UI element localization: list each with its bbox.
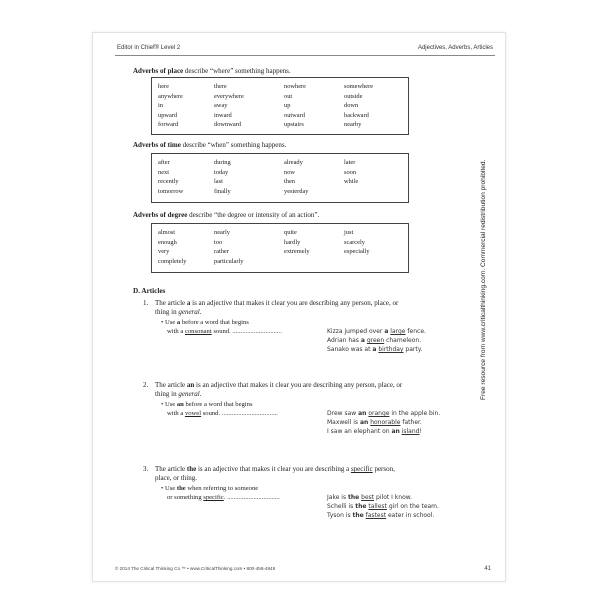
article-3-tip-line1: • Use the when referring to someone	[161, 485, 259, 492]
degree-heading	[133, 211, 319, 219]
degree-term: Adverbs of degree	[133, 211, 188, 219]
degree-word: scarcely	[344, 238, 365, 246]
place-word: away	[214, 102, 228, 110]
time-word-grid	[158, 158, 408, 196]
page-number: 41	[484, 566, 491, 572]
worksheet-page	[92, 32, 506, 582]
example-sentence: Jake is the best pilot I know.	[327, 494, 413, 501]
place-word: everywhere	[214, 92, 244, 100]
time-word: later	[344, 159, 356, 166]
place-word: in	[158, 102, 163, 110]
place-word-grid	[158, 82, 408, 130]
time-word: then	[284, 178, 296, 186]
example-sentence: Maxwell is an honorable father.	[327, 419, 422, 427]
example-sentence: Adrian has a green chameleon.	[327, 337, 422, 345]
degree-desc: describe “the degree or intensity of an action”.	[187, 211, 320, 219]
time-word: already	[284, 159, 303, 166]
place-word: inward	[214, 111, 232, 119]
place-term: Adverbs of place	[133, 67, 184, 75]
time-heading	[133, 141, 286, 149]
degree-word: extremely	[284, 248, 310, 256]
time-word: tomorrow	[158, 187, 184, 195]
degree-word: quite	[284, 229, 297, 236]
example-sentence: Kizza jumped over a large fence.	[327, 328, 426, 335]
time-word: after	[158, 159, 170, 166]
degree-word	[284, 257, 344, 267]
time-term: Adverbs of time	[133, 141, 181, 149]
place-word: downward	[214, 121, 241, 129]
place-word: upward	[158, 111, 178, 119]
article-1-tip-line2: with a consonant sound. ..............................	[167, 328, 282, 335]
degree-word: especially	[344, 248, 370, 256]
degree-word: enough	[158, 238, 177, 246]
example-sentence: I saw an elephant on an island!	[327, 428, 422, 436]
place-word: down	[344, 102, 359, 110]
article-3-tip-line2: or something specific. ................................	[167, 494, 280, 501]
place-word-box	[151, 77, 409, 135]
degree-word-grid	[158, 228, 408, 266]
place-desc: describe “where” something happens.	[183, 67, 291, 75]
article-1-tip-line1: • Use a before a word that begins	[161, 319, 249, 326]
degree-word: completely	[158, 257, 187, 265]
time-word: next	[158, 168, 170, 176]
place-word: outside	[344, 92, 363, 100]
header-book-title: Editor in Chief® Level 2	[117, 45, 181, 51]
time-word: today	[214, 168, 229, 176]
footer-copyright: © 2014 The Critical Thinking Co.™ • www.CriticalThinking.com • 800-458-4849	[115, 566, 276, 571]
article-1-examples	[327, 327, 426, 355]
header-topic: Adjectives, Adverbs, Articles	[417, 45, 493, 51]
article-2-examples	[327, 409, 440, 437]
article-3-examples	[327, 493, 439, 521]
articles-title: D. Articles	[133, 287, 166, 295]
place-word: anywhere	[158, 92, 183, 100]
example-sentence: Tyson is the fastest eater in school.	[327, 512, 435, 520]
article-3-number: 3.	[143, 465, 149, 473]
time-desc: describe “when” something happens.	[180, 141, 287, 149]
header-rule	[115, 55, 495, 56]
place-word: forward	[158, 121, 179, 129]
time-word: finally	[214, 187, 231, 195]
time-word: while	[344, 178, 359, 186]
degree-word: just	[344, 229, 354, 236]
example-sentence: Schelli is the tallest girl on the team.	[327, 503, 439, 511]
degree-word: particularly	[214, 257, 244, 265]
place-word: somewhere	[344, 83, 374, 90]
degree-word: too	[214, 238, 223, 246]
article-1-rule: The article a is an adjective that makes it clear you are describing any person, place, or thing in general.	[155, 299, 399, 317]
place-word: outward	[284, 111, 305, 119]
time-word	[344, 187, 408, 197]
article-2-tip-line1: • Use an before a word that begins	[161, 401, 253, 408]
article-2-rule: The article an is an adjective that makes it clear you are describing any person, place, or thing in general.	[155, 381, 403, 399]
side-redistribution-note: Free resource from www.criticalthinking.com. Commercial redistribution prohibited.	[480, 159, 487, 400]
time-word: yesterday	[284, 187, 309, 195]
example-sentence: Drew saw an orange in the apple bin.	[327, 410, 441, 417]
time-word: now	[284, 168, 296, 176]
place-word: out	[284, 92, 293, 100]
degree-word: very	[158, 248, 170, 256]
place-word: upstairs	[284, 121, 304, 129]
place-heading	[133, 67, 291, 75]
degree-word-box	[151, 223, 409, 273]
time-word: last	[214, 178, 223, 186]
place-word: here	[158, 83, 169, 90]
time-word: soon	[344, 168, 357, 176]
degree-word: almost	[158, 229, 176, 236]
place-word: there	[214, 83, 227, 90]
degree-word: hardly	[284, 238, 301, 246]
example-sentence: Sanako was at a birthday party.	[327, 346, 423, 354]
time-word: recently	[158, 178, 179, 186]
place-word: nearby	[344, 121, 362, 129]
time-word: during	[214, 159, 231, 166]
time-word-box	[151, 153, 409, 203]
article-1-number: 1.	[143, 299, 149, 307]
degree-word	[344, 257, 408, 267]
article-3-rule: The article the is an adjective that makes it clear you are describing a specific person, place, or thing.	[155, 465, 395, 483]
place-word: nowhere	[284, 83, 307, 90]
place-word: backward	[344, 111, 369, 119]
article-2-number: 2.	[143, 381, 149, 389]
article-2-tip-line2: with a vowel sound. ..................................	[167, 410, 278, 417]
degree-word: rather	[214, 248, 229, 256]
place-word: up	[284, 102, 291, 110]
degree-word: nearly	[214, 229, 230, 236]
